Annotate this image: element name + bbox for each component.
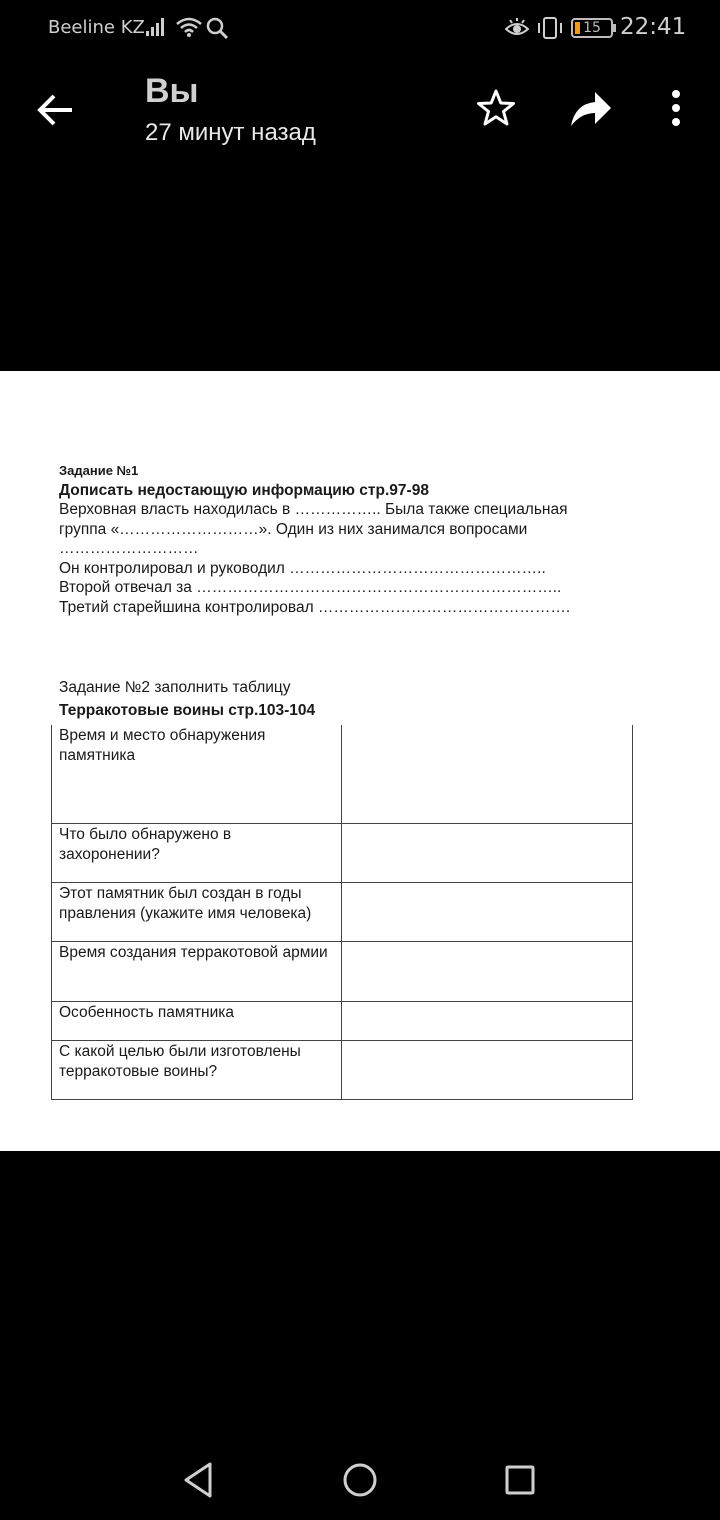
sent-time: 27 минут назад	[145, 119, 316, 146]
more-vert-icon[interactable]	[664, 86, 688, 130]
table-answer	[342, 1001, 633, 1040]
table-question: Время создания терракотовой армии	[52, 941, 342, 1001]
star-icon[interactable]	[474, 86, 518, 130]
nav-home-icon[interactable]	[340, 1460, 380, 1500]
task1-line: Он контролировал и руководил …………………………………………..	[59, 560, 546, 577]
table-row	[52, 725, 633, 823]
document-image[interactable]	[0, 371, 720, 1151]
signal-icon	[146, 18, 168, 36]
task2-heading: Терракотовые воины стр.103-104	[59, 702, 316, 719]
task1-line: ………………………	[59, 540, 199, 557]
table-answer	[342, 941, 633, 1001]
table-question: Что было обнаружено в захоронении?	[52, 823, 342, 882]
task1-line: Второй отвечал за ……………………………………………………………..	[59, 579, 562, 596]
wifi-icon	[175, 16, 203, 38]
eye-comfort-icon	[505, 17, 529, 39]
battery-level: 15	[583, 20, 601, 36]
battery-icon	[571, 18, 613, 38]
vibrate-icon	[536, 16, 564, 40]
terracotta-table	[51, 725, 633, 1100]
table-question: Время и место обнаружения памятника	[52, 725, 342, 823]
battery-tip	[613, 24, 616, 32]
table-answer	[342, 725, 633, 823]
table-answer	[342, 823, 633, 882]
table-question: Особенность памятника	[52, 1001, 342, 1040]
nav-back-icon[interactable]	[180, 1460, 220, 1500]
table-question: Этот памятник был создан в годы правления (укажите имя человека)	[52, 882, 342, 941]
carrier-name: Beeline KZ	[48, 17, 145, 38]
table-row	[52, 882, 633, 941]
task1-label: Задание №1	[59, 463, 139, 478]
clock: 22:41	[620, 14, 687, 40]
search-icon	[205, 16, 229, 40]
table-question: С какой целью были изготовлены терракотовые воины?	[52, 1040, 342, 1099]
status-bar	[0, 0, 720, 56]
task2-label: Задание №2 заполнить таблицу	[59, 679, 291, 696]
nav-recent-apps-icon[interactable]	[500, 1460, 540, 1500]
task1-line: группа «………………………». Один из них занимался вопросами	[59, 521, 528, 538]
task1-heading: Дописать недостающую информацию стр.97-98	[59, 482, 429, 499]
table-row	[52, 823, 633, 882]
sender-title: Вы	[145, 72, 199, 110]
table-row	[52, 1040, 633, 1099]
task1-line: Третий старейшина контролировал ………………………………………….	[59, 599, 571, 616]
share-icon[interactable]	[567, 86, 615, 130]
task1-line: Верховная власть находилась в …………….. Была также специальная	[59, 501, 568, 518]
table-row	[52, 941, 633, 1001]
table-answer	[342, 882, 633, 941]
back-arrow-icon[interactable]	[34, 88, 78, 132]
table-answer	[342, 1040, 633, 1099]
table-row	[52, 1001, 633, 1040]
